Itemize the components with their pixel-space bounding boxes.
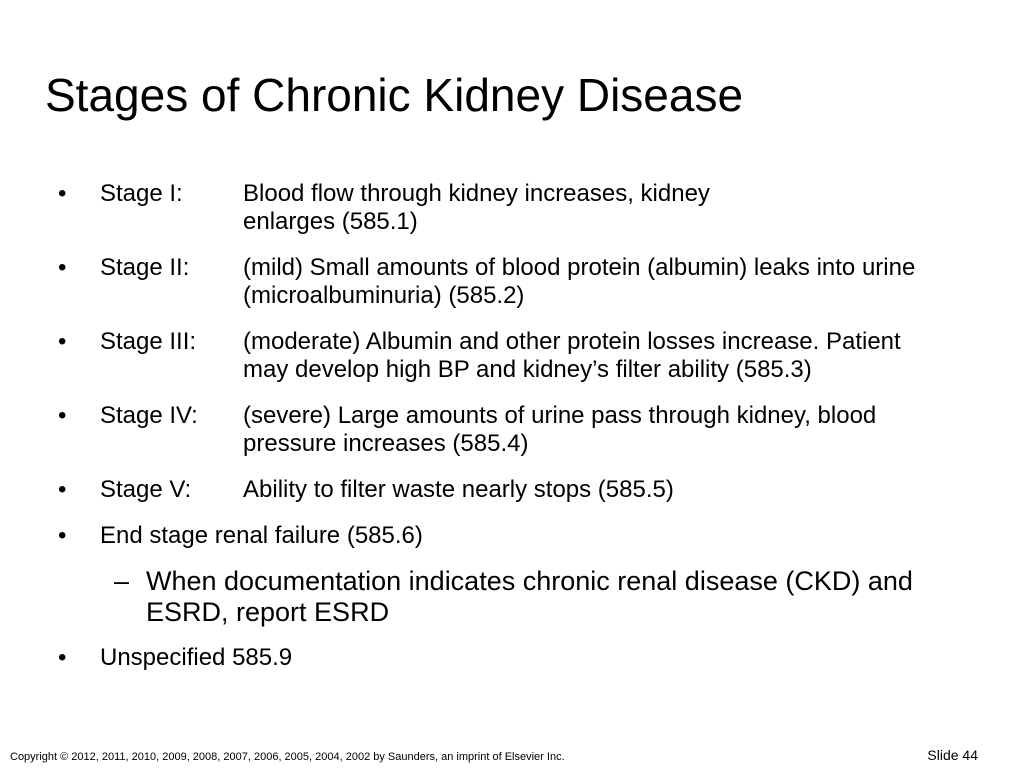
dash-icon: – bbox=[114, 566, 130, 596]
slide-body bbox=[58, 180, 988, 688]
stage-description: (severe) Large amounts of urine pass through kidney, blood pressure increases (585.4) bbox=[243, 402, 877, 457]
stage-description: Ability to filter waste nearly stops (585.5) bbox=[243, 476, 674, 503]
slide-number: Slide 44 bbox=[927, 747, 978, 763]
stage-label: Stage I: bbox=[100, 180, 183, 207]
stage-description: Blood flow through kidney increases, kidney enlarges (585.1) bbox=[243, 180, 710, 235]
stage-item-5 bbox=[58, 476, 988, 504]
end-stage-item bbox=[58, 522, 988, 550]
stage-label: Stage II: bbox=[100, 254, 190, 281]
bullet-icon: • bbox=[58, 328, 67, 355]
bullet-icon: • bbox=[58, 254, 67, 281]
slide-title: Stages of Chronic Kidney Disease bbox=[45, 69, 744, 121]
stage-item-2 bbox=[58, 254, 988, 310]
copyright-footer: Copyright © 2012, 2011, 2010, 2009, 2008, 2007, 2006, 2005, 2004, 2002 by Saunders, an imprint of Elsevier Inc. bbox=[10, 751, 565, 763]
bullet-icon: • bbox=[58, 476, 67, 503]
bullet-icon: • bbox=[58, 180, 67, 207]
stage-item-4 bbox=[58, 402, 988, 458]
end-stage-text: End stage renal failure (585.6) bbox=[100, 522, 423, 549]
stage-description: (moderate) Albumin and other protein losses increase. Patient may develop high BP and kidney’s filter ability (585.3) bbox=[243, 328, 901, 383]
bullet-icon: • bbox=[58, 402, 67, 429]
sub-note-item bbox=[58, 566, 988, 628]
stage-label: Stage V: bbox=[100, 476, 192, 503]
stage-description: (mild) Small amounts of blood protein (albumin) leaks into urine (microalbuminuria) (585.2) bbox=[243, 254, 916, 309]
stage-label: Stage III: bbox=[100, 328, 197, 355]
sub-note-text: When documentation indicates chronic renal disease (CKD) and ESRD, report ESRD bbox=[146, 566, 913, 627]
unspecified-item bbox=[58, 644, 988, 672]
bullet-icon: • bbox=[58, 522, 67, 549]
stage-item-3 bbox=[58, 328, 988, 384]
unspecified-text: Unspecified 585.9 bbox=[100, 644, 293, 671]
stage-item-1 bbox=[58, 180, 988, 236]
stage-label: Stage IV: bbox=[100, 402, 198, 429]
bullet-icon: • bbox=[58, 644, 67, 671]
